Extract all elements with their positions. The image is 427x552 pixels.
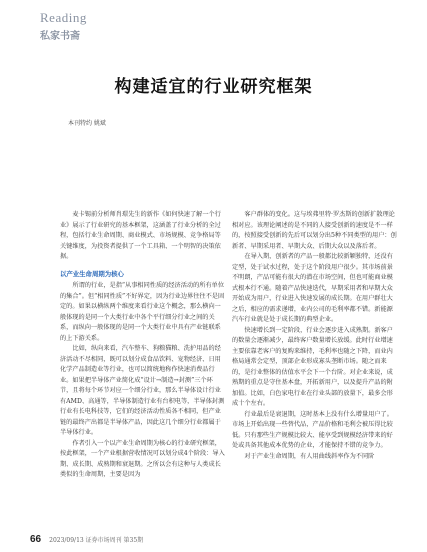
section-label-cn: 私家书斋 [40,31,80,42]
body-paragraph: 比如，纵向来看，汽车整车、狗粮猫粮、洗护用品的经济活动不尽相同，既可以划分成食品饮料、宠物经济、日用化学产品制造业等行业，也可以简统地称作快速消费品行业。如果把半导体产业简化成“设计→制造→封测”三个环节，且将每个环节对应一个细分行业，那么半导体设计行业有AMD、高通等，半导体制造行业有台积电等，半导体封测行业有长电科技等，它们的经济活动性质各不相同，但产业链的最终产出都是半导体产品，因此这几个细分行业都属于半导体行业。 [60,345,225,436]
body-paragraph: 对于产业生命周期，有人用曲线斜率作为不同阶 [244,452,375,460]
page-number: 66 [30,534,42,545]
article-byline: 本刊特约 姚斌 [68,120,106,127]
page-footer [30,534,143,545]
publication-info: 2023/09/13 证券市场周刊 第35期 [49,537,144,544]
article-column-left [60,210,225,481]
article-title: 构建适宜的行业研究框架 [114,77,313,97]
body-paragraph: 行业最后是衰退期，这时基本上没有什么增量用户了。市场上开始出现一些替代品，产品价格和毛利会被压得比较低。只有那些生产规模比较大、能享受到规模经济带来的好处或具备其他成本优势的企业，才能保持不错的竞争力。 [232,410,393,449]
article-column-right [232,210,397,462]
section-label-en: Reading [40,10,87,25]
section-header [40,10,87,42]
body-paragraph: 客户群体的变化。这与埃弗里特·罗杰斯的创新扩散理论相对应。该理论阐述的是不同的人接受创新的速度是不一样的，按照接受创新的先后可以划分出5种不同类型的用户：创新者、早期采用者、早期大众、后期大众以及落后者。 [232,211,397,250]
body-paragraph: 快速增长到一定阶段，行业会逐步进入成熟期。新客户的数量会逐渐减少，最终客户数量增长放缓。此时行业增速主要依靠老客户的复购来维持，毛利率也随之下降，而业内格局通常会定型，顶部企业形成寡头垄断市场。随之而来的，是行业整体的估值水平会下一个台阶。对企业来说，成熟期的重点是守住基本盘，开拓新用户，以及提升产品的附加值。比如，白色家电行业在行业头部的放量下，最多会形成十个左右。 [232,326,393,407]
body-paragraph: 麦卡锡前分析师肖璟先生的新作《如何快速了解一个行业》展示了行业研究的基本框架，这涵盖了行业分析的全过程，包括行业生命周期、商业模式、市场规模、竞争格局等关键维度，为投资者提供了一个工具箱、一个明智的决策依据。 [60,211,221,260]
body-paragraph: 所谓的行业，是指“从事相同性质的经济活动的所有单位的集合”。但“相同性质”不好界定，因为行业边界往往不是固定的。如果以横纵两个维度来看行业这个概念，那么横向一般体现的是同一个大类行业中各个平行细分行业之间的关系，而纵向一般体现的是同一个大类行业中具有产业链联系的上下游关系。 [60,282,225,342]
body-paragraph: 在导入期，创新者的产品一般都比较新颖独特，还没有定型，处于试水过程，处于这个阶段用户很少。其市场前景不明朗，产品可能有很大的潜在市场空间，但也可能商业模式根本行不通。随着产品快速迭代，早期采用者和早期大众开始成为用户，行业进入快速发展的成长期。在用户群壮大之后，相应的需求递增，业内公司的毛利率都不错。新能源汽车行业就是处于成长期的典型企业。 [232,253,393,323]
section-subheading: 以产业生命周期为核心 [60,269,124,278]
body-paragraph: 作者引入一个以产业生命周期为核心的行业研究框架，按此框架，一个产业根据营收情况可以划分成4个阶段：导入期、成长期、成熟期和衰退期。之所以会有这种与人类成长类似的生命周期，主要是因为 [60,439,225,478]
